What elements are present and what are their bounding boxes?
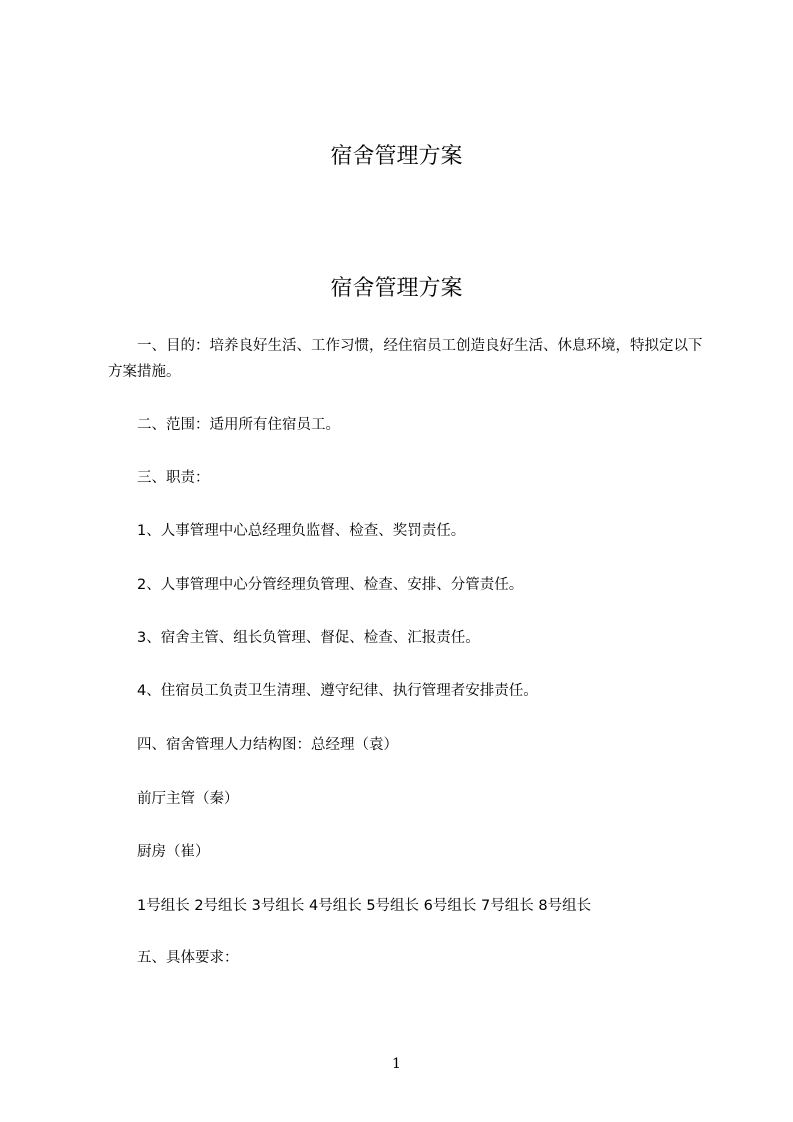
page-number: 1	[392, 1056, 401, 1072]
duty-item-4: 4、住宿员工负责卫生清理、遵守纪律、执行管理者安排责任。	[137, 683, 538, 699]
duty-item-3: 3、宿舍主管、组长负管理、督促、检查、汇报责任。	[137, 630, 480, 646]
section-purpose-paragraph: 一、目的：培养良好生活、工作习惯，经住宿员工创造良好生活、休息环境，特拟定以下方案措施。	[108, 338, 703, 380]
duty-item-1: 1、人事管理中心总经理负监督、检查、奖罚责任。	[137, 523, 466, 539]
structure-group-leaders-line: 1号组长 2号组长 3号组长 4号组长 5号组长 6号组长 7号组长 8号组长	[137, 898, 592, 914]
document-header-title: 宿舍管理方案	[330, 144, 463, 169]
section-scope-paragraph: 二、范围：适用所有住宿员工。	[137, 417, 340, 433]
section-duty-heading: 三、职责：	[137, 470, 210, 486]
section-requirements-heading: 五、具体要求：	[137, 950, 239, 966]
structure-frontdesk-line: 前厅主管（秦）	[137, 791, 239, 807]
structure-kitchen-line: 厨房（崔）	[137, 844, 210, 860]
duty-item-2: 2、人事管理中心分管经理负管理、检查、安排、分管责任。	[137, 577, 524, 593]
document-main-title: 宿舍管理方案	[330, 276, 463, 301]
section-structure-paragraph: 四、宿舍管理人力结构图：总经理（袁）	[137, 737, 398, 753]
